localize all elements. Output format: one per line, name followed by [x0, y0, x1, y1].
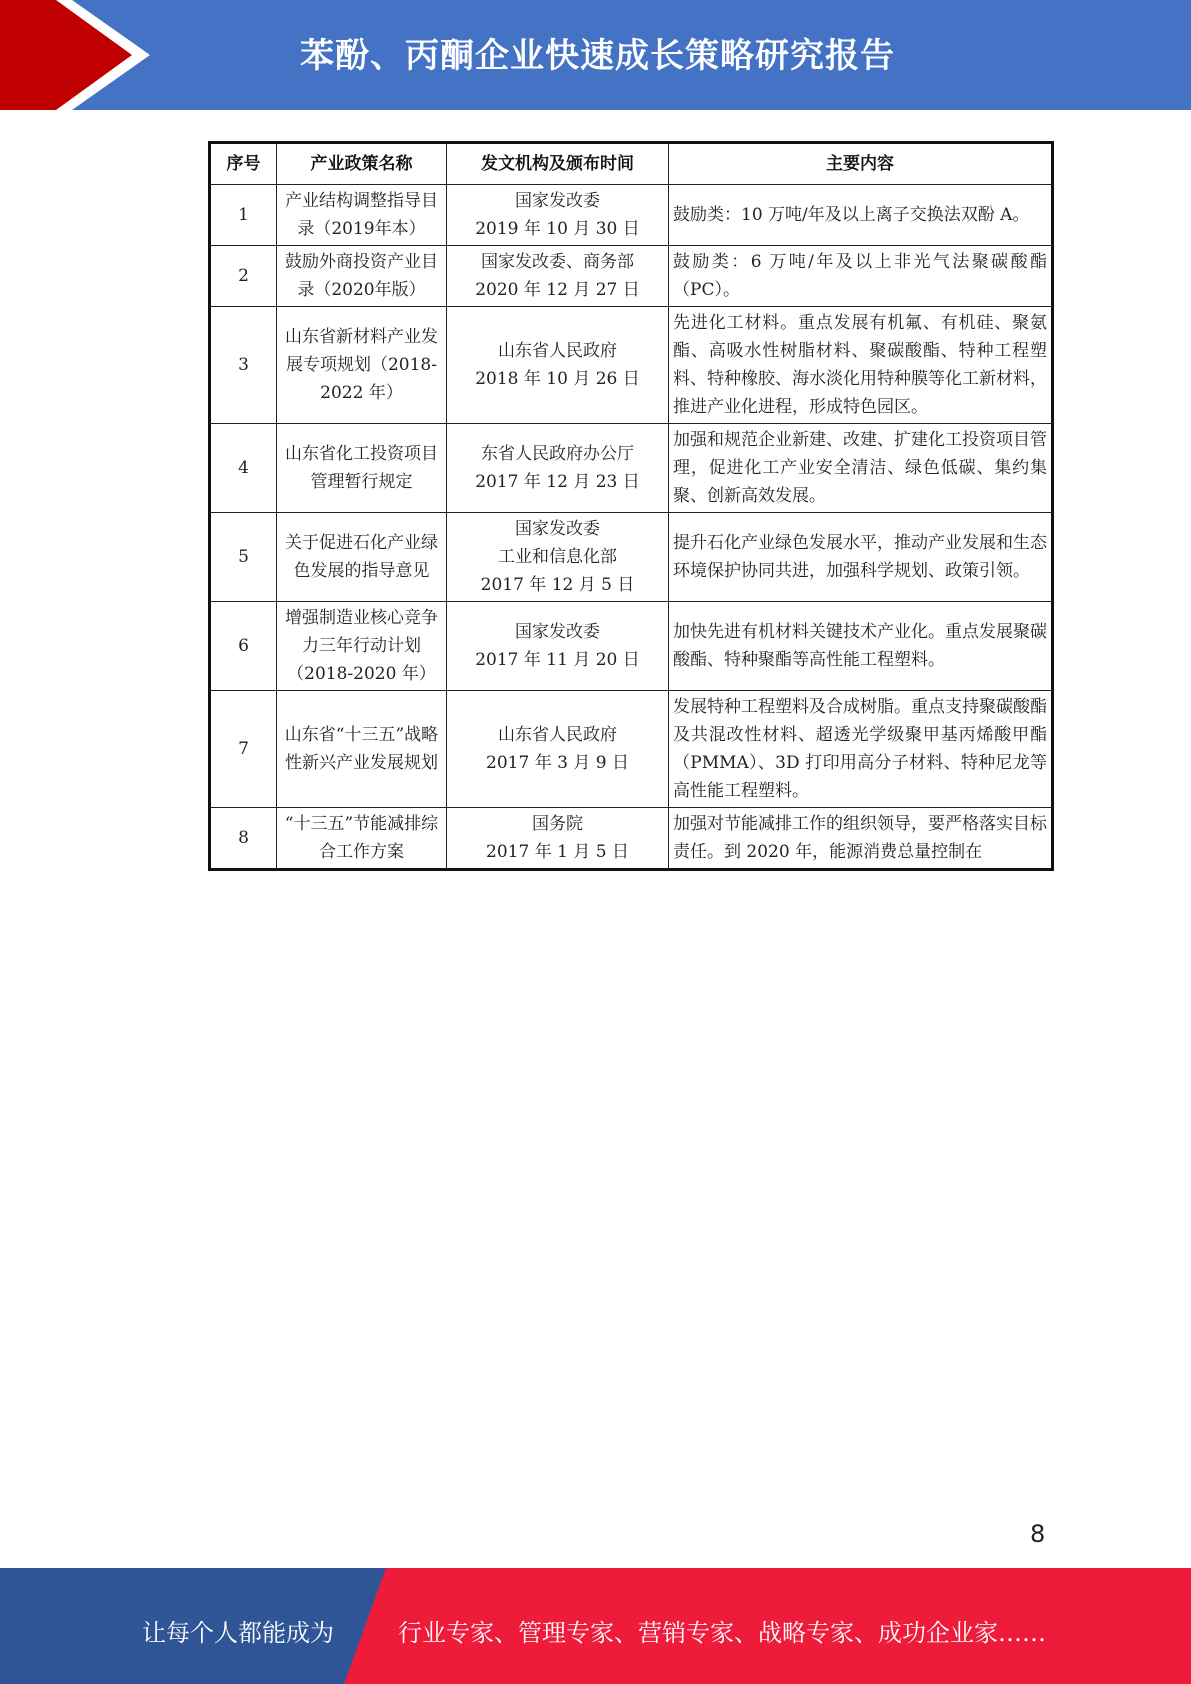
policy-name: 增强制造业核心竞争力三年行动计划（2018-2020 年） — [277, 602, 447, 691]
row-number: 5 — [210, 513, 277, 602]
row-number: 2 — [210, 246, 277, 307]
footer-slogan-lead: 让每个人都能成为 — [142, 1619, 334, 1647]
policy-name: 产业结构调整指导目录（2019年本） — [277, 185, 447, 246]
column-header-number: 序号 — [210, 143, 277, 185]
row-number: 6 — [210, 602, 277, 691]
row-number: 8 — [210, 808, 277, 870]
table-row — [210, 424, 1053, 513]
policy-content: 先进化工材料。重点发展有机氟、有机硅、聚氨酯、高吸水性树脂材料、聚碳酸酯、特种工程塑料、特种橡胶、海水淡化用特种膜等化工新材料，推进产业化进程，形成特色园区。 — [669, 307, 1053, 424]
column-header-issuer-date: 发文机构及颁布时间 — [447, 143, 669, 185]
table-row — [210, 513, 1053, 602]
table-row — [210, 185, 1053, 246]
issuer-date: 国家发改委 2019 年 10 月 30 日 — [447, 185, 669, 246]
policy-name: 山东省新材料产业发展专项规划（2018-2022 年） — [277, 307, 447, 424]
policy-content: 加强和规范企业新建、改建、扩建化工投资项目管理，促进化工产业安全清洁、绿色低碳、集约集聚、创新高效发展。 — [669, 424, 1053, 513]
policy-name: 关于促进石化产业绿色发展的指导意见 — [277, 513, 447, 602]
issuer-date: 国家发改委、商务部 2020 年 12 月 27 日 — [447, 246, 669, 307]
row-number: 1 — [210, 185, 277, 246]
issuer-date: 山东省人民政府 2017 年 3 月 9 日 — [447, 691, 669, 808]
policy-name: “十三五”节能减排综合工作方案 — [277, 808, 447, 870]
row-number: 4 — [210, 424, 277, 513]
column-header-policy-name: 产业政策名称 — [277, 143, 447, 185]
row-number: 7 — [210, 691, 277, 808]
column-header-main-content: 主要内容 — [669, 143, 1053, 185]
policy-name: 山东省“十三五”战略性新兴产业发展规划 — [277, 691, 447, 808]
policy-content: 加强对节能减排工作的组织领导，要严格落实目标责任。到 2020 年，能源消费总量控制在 — [669, 808, 1053, 870]
issuer-date: 山东省人民政府 2018 年 10 月 26 日 — [447, 307, 669, 424]
table-row — [210, 307, 1053, 424]
policy-content: 鼓励类：10 万吨/年及以上离子交换法双酚 A。 — [669, 185, 1053, 246]
table-row — [210, 808, 1053, 870]
policy-content: 发展特种工程塑料及合成树脂。重点支持聚碳酸酯及共混改性材料、超透光学级聚甲基丙烯酸甲酯（PMMA）、3D 打印用高分子材料、特种尼龙等高性能工程塑料。 — [669, 691, 1053, 808]
policy-content: 提升石化产业绿色发展水平，推动产业发展和生态环境保护协同共进，加强科学规划、政策引领。 — [669, 513, 1053, 602]
row-number: 3 — [210, 307, 277, 424]
table-row — [210, 602, 1053, 691]
issuer-date: 国家发改委 工业和信息化部 2017 年 12 月 5 日 — [447, 513, 669, 602]
footer-slogan-tail: 行业专家、管理专家、营销专家、战略专家、成功企业家…… — [398, 1619, 1046, 1647]
policy-name: 鼓励外商投资产业目录（2020年版） — [277, 246, 447, 307]
policy-name: 山东省化工投资项目管理暂行规定 — [277, 424, 447, 513]
header-banner — [0, 0, 1191, 110]
table-header-row — [210, 143, 1053, 185]
report-title: 苯酚、丙酮企业快速成长策略研究报告 — [300, 36, 895, 76]
issuer-date: 东省人民政府办公厅 2017 年 12 月 23 日 — [447, 424, 669, 513]
policy-table — [208, 141, 1054, 871]
issuer-date: 国务院 2017 年 1 月 5 日 — [447, 808, 669, 870]
chevron-decoration-icon — [0, 0, 160, 110]
issuer-date: 国家发改委 2017 年 11 月 20 日 — [447, 602, 669, 691]
footer-banner — [0, 1568, 1191, 1684]
policy-content: 鼓励类：6 万吨/年及以上非光气法聚碳酸酯（PC）。 — [669, 246, 1053, 307]
page-number: 8 — [1030, 1520, 1046, 1548]
table-row — [210, 246, 1053, 307]
policy-content: 加快先进有机材料关键技术产业化。重点发展聚碳酸酯、特种聚酯等高性能工程塑料。 — [669, 602, 1053, 691]
table-row — [210, 691, 1053, 808]
